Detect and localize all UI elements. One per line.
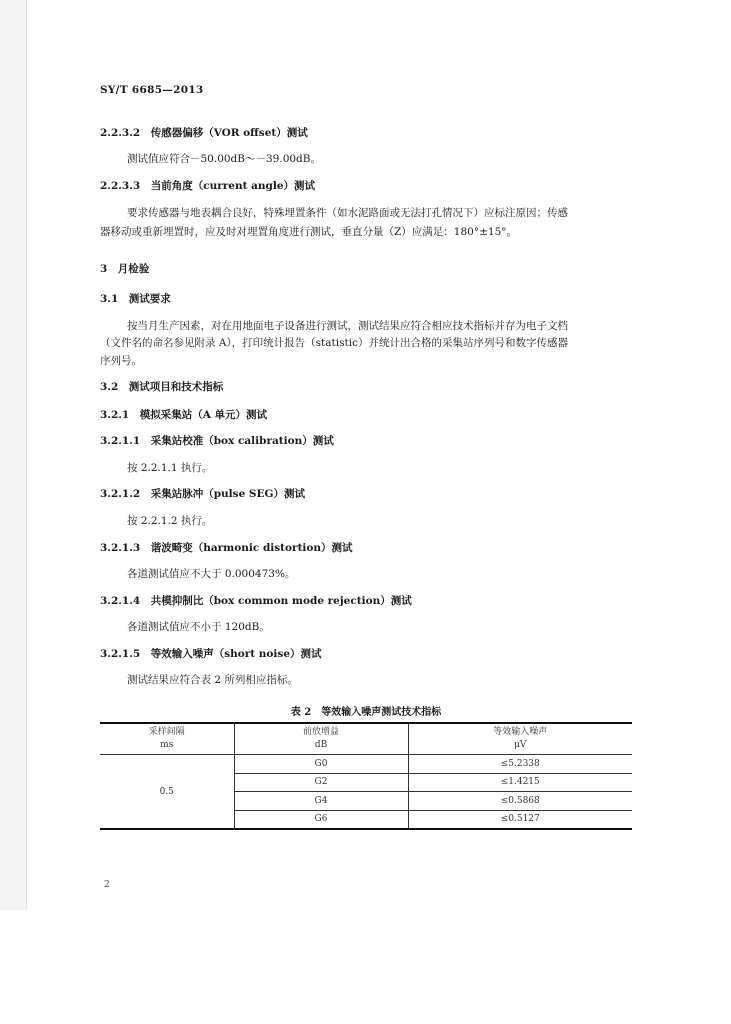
standard-number-header: SY/T 6685—2013 (100, 84, 204, 96)
gain-cell: G2 (234, 773, 408, 792)
gain-cell: G0 (234, 755, 408, 774)
column-name: 采样间隔 (148, 727, 185, 737)
noise-limit-cell: ≤1.4215 (408, 773, 632, 792)
column-header-sample-interval (100, 723, 234, 755)
section-3-heading: 3 月检验 (100, 263, 150, 275)
section-3-1-heading: 3.1 测试要求 (100, 293, 171, 305)
noise-limit-cell: ≤5.2338 (408, 755, 632, 774)
column-unit: μV (514, 740, 527, 750)
section-3-2-1-5-text: 测试结果应符合表 2 所列相应指标。 (127, 674, 298, 686)
noise-limit-cell: ≤0.5868 (408, 792, 632, 811)
column-name: 等效输入噪声 (493, 727, 548, 737)
section-3-1-line-3: 序列号。 (100, 355, 142, 367)
section-3-2-1-4-heading: 3.2.1.4 共模抑制比（box common mode rejection）测试 (100, 595, 412, 607)
column-header-equivalent-input-noise (408, 723, 632, 755)
section-2-2-3-3-line-2: 器移动或重新埋置时，应及时对埋置角度进行测试，垂直分量（Z）应满足：180°±15°。 (100, 226, 517, 238)
gain-cell: G6 (234, 810, 408, 829)
table-header-row (100, 723, 632, 755)
section-3-1-line-1: 按当月生产因素，对在用地面电子设备进行测试，测试结果应符合相应技术指标并存为电子文档 (127, 320, 568, 332)
section-3-2-1-heading: 3.2.1 模拟采集站（A 单元）测试 (100, 409, 268, 421)
section-3-2-1-2-text: 按 2.2.1.2 执行。 (127, 515, 213, 527)
column-unit: ms (160, 740, 174, 750)
noise-limit-cell: ≤0.5127 (408, 810, 632, 829)
section-3-2-heading: 3.2 测试项目和技术指标 (100, 381, 224, 393)
page-number: 2 (104, 880, 110, 890)
gain-cell: G4 (234, 792, 408, 811)
section-3-2-1-1-heading: 3.2.1.1 采集站校准（box calibration）测试 (100, 435, 334, 447)
column-header-preamp-gain (234, 723, 408, 755)
column-name: 前放增益 (302, 727, 339, 737)
table-row (100, 755, 632, 774)
scan-shadow-edge (0, 0, 27, 910)
section-3-2-1-2-heading: 3.2.1.2 采集站脉冲（pulse SEG）测试 (100, 488, 305, 500)
table-2-caption: 表 2 等效输入噪声测试技术指标 (290, 707, 442, 718)
section-2-2-3-2-heading: 2.2.3.2 传感器偏移（VOR offset）测试 (100, 127, 308, 139)
section-2-2-3-3-line-1: 要求传感器与地表耦合良好，特殊埋置条件（如水泥路面或无法打孔情况下）应标注原因；传感 (127, 207, 568, 219)
section-2-2-3-3-heading: 2.2.3.3 当前角度（current angle）测试 (100, 180, 316, 192)
section-2-2-3-2-text: 测试值应符合－50.00dB～－39.00dB。 (127, 153, 321, 165)
noise-spec-table (100, 722, 632, 830)
section-3-1-line-2: （文件名的命名参见附录 A），打印统计报告（statistic）并统计出合格的采集站序列号和数字传感器 (100, 337, 568, 349)
section-3-2-1-4-text: 各道测试值应不小于 120dB。 (127, 621, 270, 633)
column-unit: dB (314, 740, 328, 750)
section-3-2-1-3-heading: 3.2.1.3 谐波畸变（harmonic distortion）测试 (100, 542, 353, 554)
section-3-2-1-1-text: 按 2.2.1.1 执行。 (127, 462, 213, 474)
section-3-2-1-5-heading: 3.2.1.5 等效输入噪声（short noise）测试 (100, 648, 322, 660)
section-3-2-1-3-text: 各道测试值应不大于 0.000473%。 (127, 568, 296, 580)
sample-interval-cell: 0.5 (100, 755, 234, 830)
